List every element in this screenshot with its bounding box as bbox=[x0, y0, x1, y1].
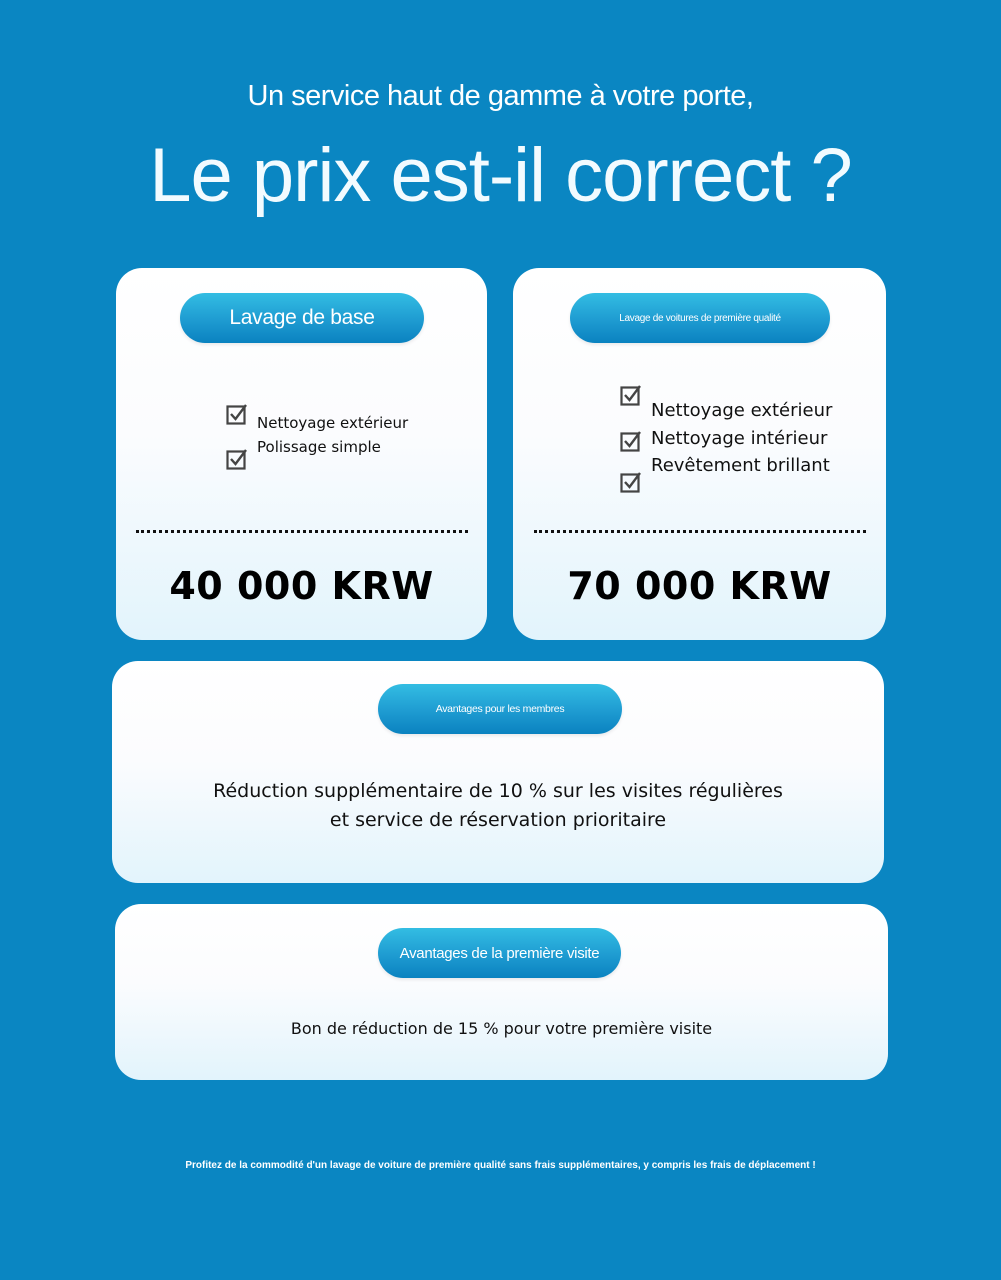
plan-card-premium bbox=[513, 268, 886, 640]
first-visit-card bbox=[115, 904, 888, 1080]
feature-item: Nettoyage extérieur bbox=[257, 414, 409, 432]
first-visit-label bbox=[378, 928, 621, 978]
footer-note: Profitez de la commodité d'un lavage de voiture de première qualité sans frais supplémentaires, y compris les frais de déplacement ! bbox=[185, 1160, 816, 1171]
checkbox-checked-icon bbox=[620, 384, 642, 406]
plan-label-basic bbox=[180, 293, 424, 343]
first-visit-text: Bon de réduction de 15 % pour votre première visite bbox=[290, 1019, 713, 1038]
checkbox-checked-icon bbox=[226, 403, 248, 425]
member-benefits-card bbox=[112, 661, 884, 883]
divider bbox=[136, 530, 468, 533]
plan-card-basic bbox=[116, 268, 487, 640]
feature-item: Polissage simple bbox=[257, 438, 381, 456]
first-visit-label-text: Avantages de la première visite bbox=[399, 944, 600, 962]
feature-item: Revêtement brillant bbox=[651, 455, 830, 476]
plan-label-text: Lavage de base bbox=[229, 306, 375, 329]
member-benefits-line2: et service de réservation prioritaire bbox=[329, 809, 667, 831]
plan-label-premium bbox=[570, 293, 830, 343]
plan-label-text: Lavage de voitures de première qualité bbox=[619, 312, 781, 324]
feature-item: Nettoyage intérieur bbox=[651, 428, 828, 449]
member-benefits-line1: Réduction supplémentaire de 10 % sur les visites régulières bbox=[213, 780, 783, 802]
plan-price: 40 000 KRW bbox=[169, 564, 434, 608]
checkbox-checked-icon bbox=[226, 448, 248, 470]
page-title: Le prix est-il correct ? bbox=[149, 133, 852, 218]
member-benefits-label-text: Avantages pour les membres bbox=[435, 703, 565, 715]
checkbox-checked-icon bbox=[620, 471, 642, 493]
feature-item: Nettoyage extérieur bbox=[651, 400, 833, 421]
plan-price: 70 000 KRW bbox=[567, 564, 832, 608]
member-benefits-label bbox=[378, 684, 622, 734]
header-subtitle: Un service haut de gamme à votre porte, bbox=[247, 80, 754, 112]
checkbox-checked-icon bbox=[620, 430, 642, 452]
divider bbox=[534, 530, 866, 533]
